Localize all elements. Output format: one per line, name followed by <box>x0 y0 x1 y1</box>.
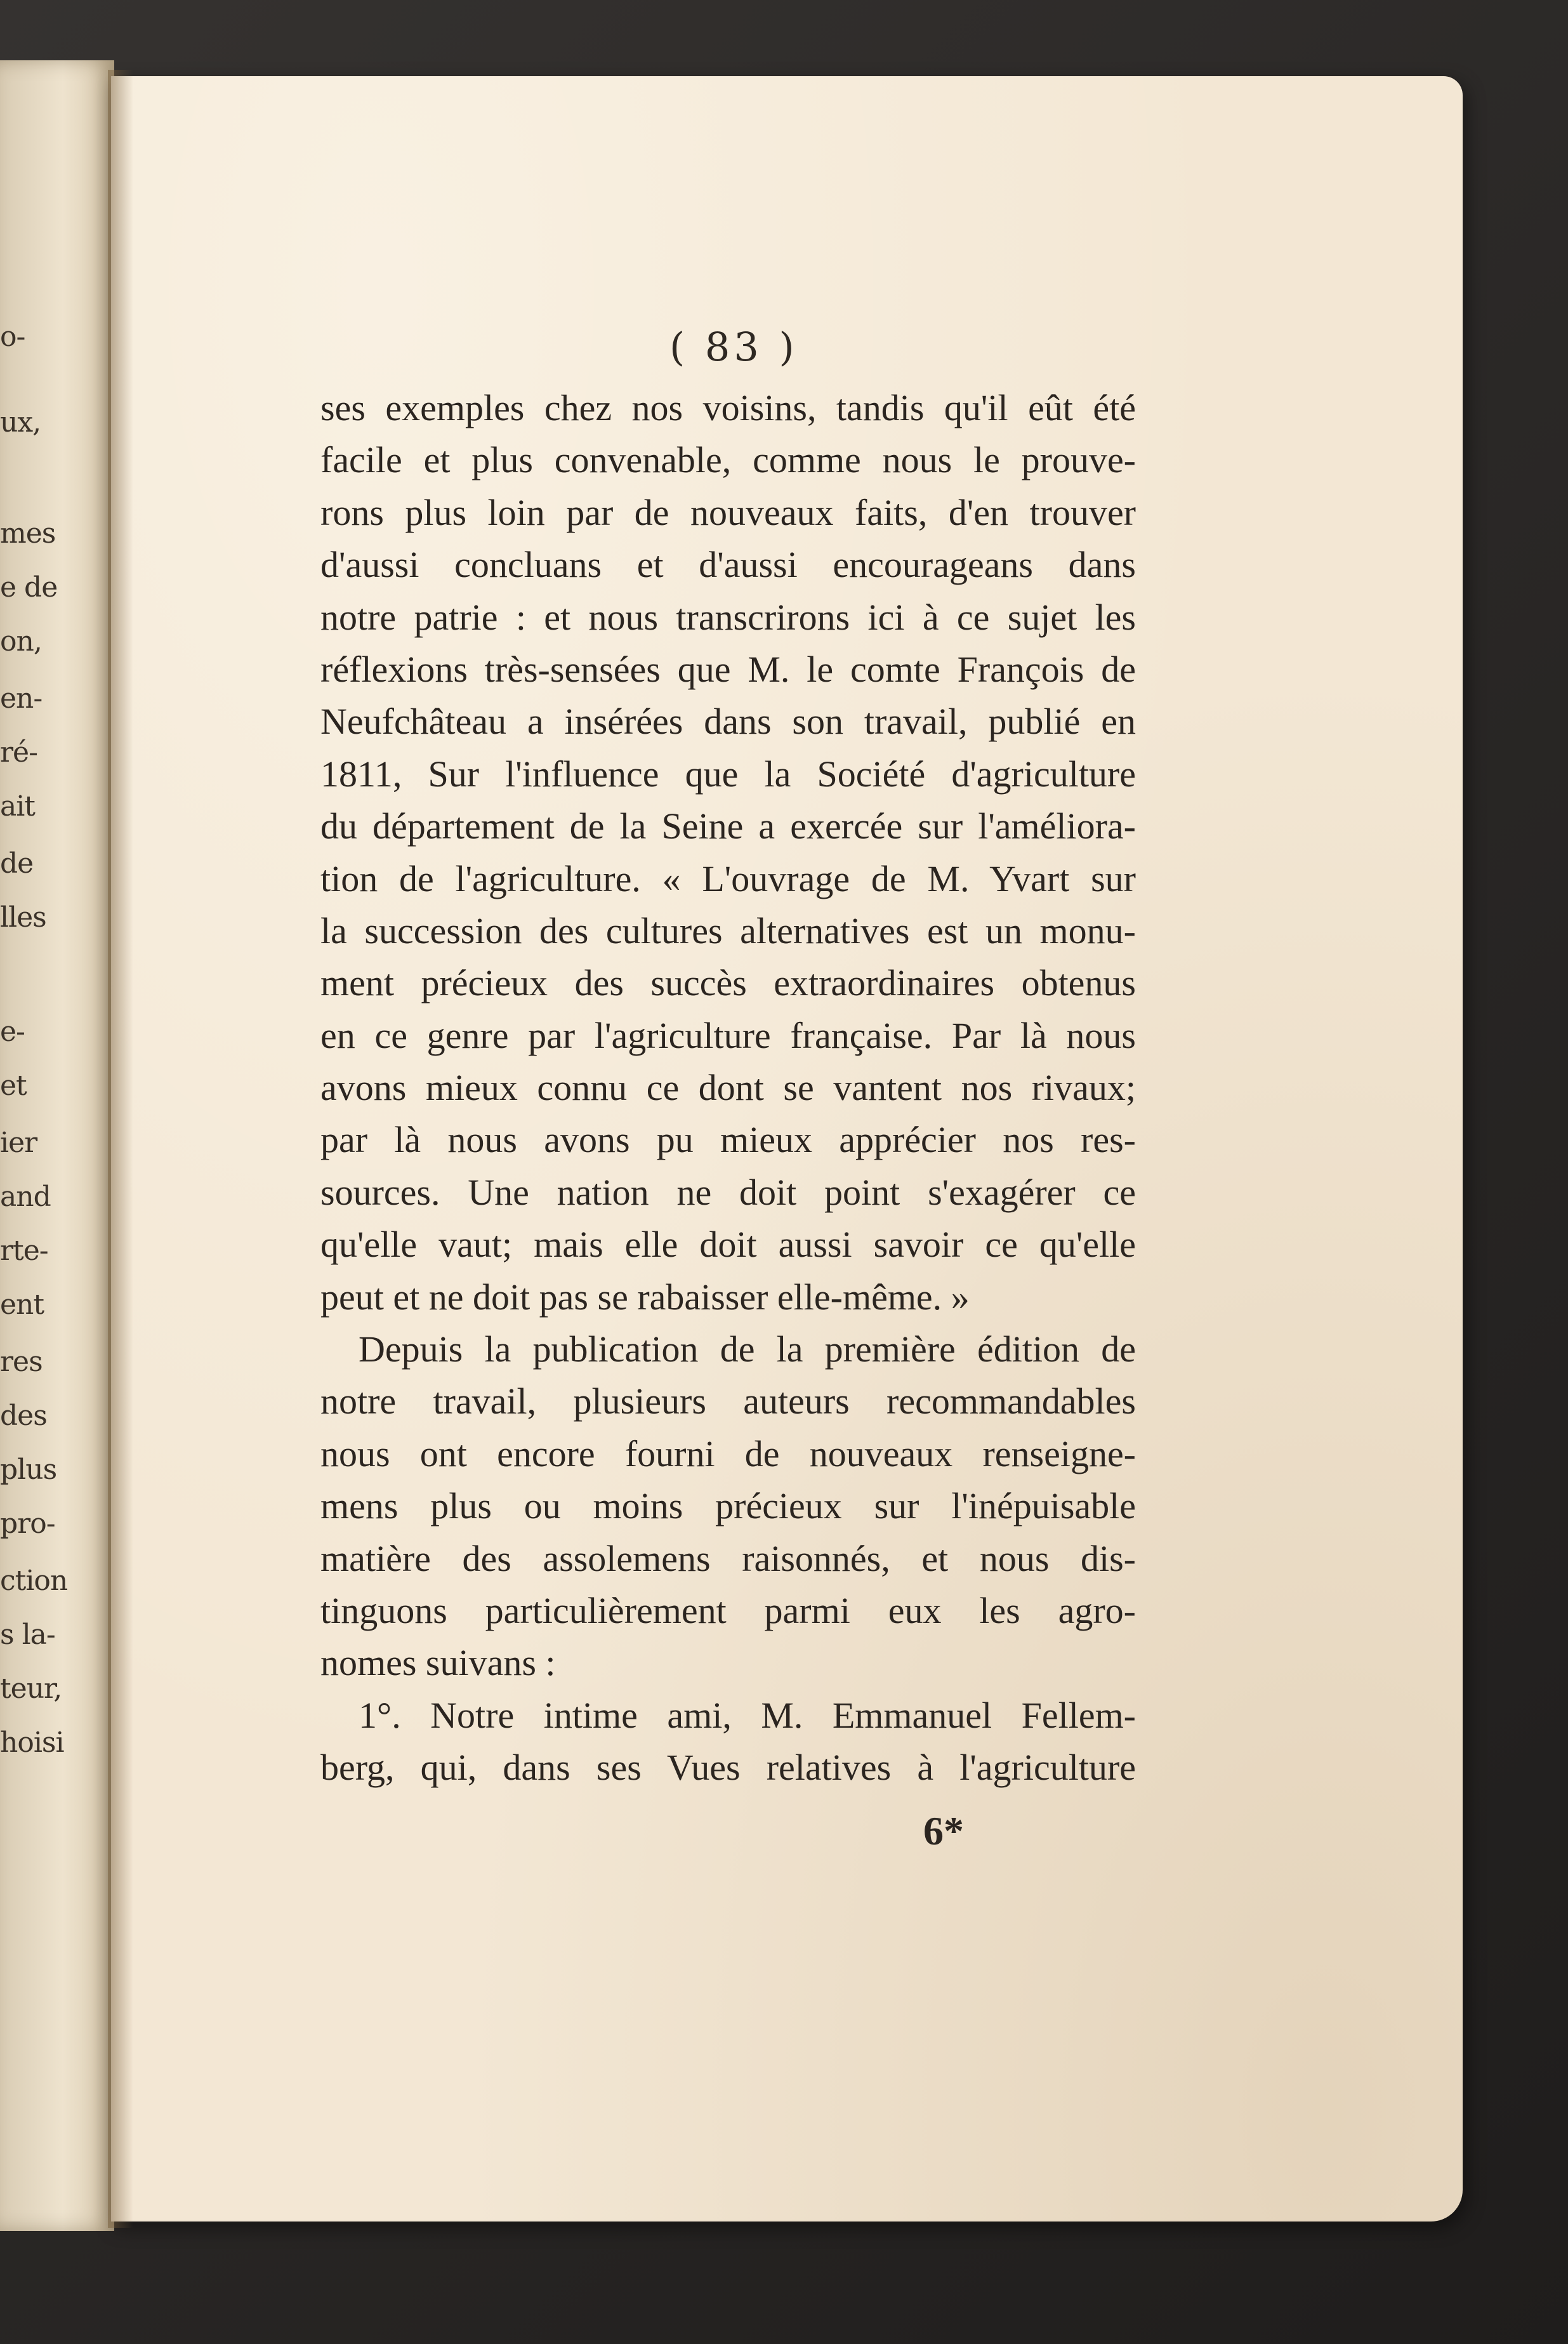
text-line: par là nous avons pu mieux apprécier nos res- <box>320 1119 1136 1161</box>
text-line: notre patrie : et nous transcrirons ici à ce sujet les <box>320 596 1136 638</box>
previous-page-text-fragment: e- <box>0 1016 25 1048</box>
text-line: sources. Une nation ne doit point s'exagérer ce <box>320 1171 1136 1213</box>
text-line: Depuis la publication de la première édition de <box>359 1328 1136 1370</box>
text-line: avons mieux connu ce dont se vantent nos rivaux; <box>320 1067 1136 1109</box>
text-line: rons plus loin par de nouveaux faits, d'en trouver <box>320 491 1136 533</box>
text-line: nous ont encore fourni de nouveaux renseigne- <box>320 1433 1136 1474</box>
text-line: berg, qui, dans ses Vues relatives à l'agriculture <box>320 1747 1136 1789</box>
text-line: 1°. Notre intime ami, M. Emmanuel Fellem- <box>359 1694 1136 1736</box>
text-line: en ce genre par l'agriculture française. Par là nous <box>320 1014 1136 1056</box>
previous-page-text-fragment: ent <box>0 1288 44 1321</box>
previous-page-text-fragment: ré- <box>0 736 37 769</box>
previous-page-text-fragment: et <box>0 1069 27 1102</box>
text-line: facile et plus convenable, comme nous le prouve- <box>320 439 1136 481</box>
previous-page-text-fragment: ction <box>0 1565 68 1597</box>
body-text <box>320 382 1136 1794</box>
previous-page-text-fragment: lles <box>0 901 46 934</box>
previous-page-text-fragment: de <box>0 847 34 880</box>
previous-page-text-fragment: des <box>0 1400 47 1432</box>
previous-page-text-fragment: teur, <box>0 1672 62 1705</box>
previous-page-text-fragment: rte- <box>0 1235 48 1267</box>
text-line: Neufchâteau a insérées dans son travail, publié en <box>320 701 1136 743</box>
previous-page-text-fragment: pro- <box>0 1507 55 1540</box>
page-gutter-shadow <box>108 70 133 2228</box>
previous-page-text-fragment: mes <box>0 517 56 550</box>
previous-page-text-fragment: en- <box>0 682 43 715</box>
previous-page-edge <box>0 60 114 2231</box>
text-line: tion de l'agriculture. « L'ouvrage de M. Yvart sur <box>320 857 1136 899</box>
text-line: la succession des cultures alternatives est un monu- <box>320 910 1136 951</box>
text-line: mens plus ou moins précieux sur l'inépuisable <box>320 1485 1136 1527</box>
text-line: notre travail, plusieurs auteurs recommandables <box>320 1381 1136 1422</box>
text-line: d'aussi concluans et d'aussi encourageans dans <box>320 544 1136 586</box>
text-line: du département de la Seine a exercée sur l'améliora- <box>320 805 1136 847</box>
previous-page-text-fragment: and <box>0 1181 51 1213</box>
previous-page-text-fragment: ait <box>0 790 35 823</box>
text-line: nomes suivans : <box>320 1642 556 1684</box>
text-line: tinguons particulièrement parmi eux les agro- <box>320 1589 1136 1631</box>
previous-page-text-fragment: ier <box>0 1127 37 1159</box>
previous-page-text-fragment: ux, <box>0 406 41 439</box>
previous-page-text-fragment: o- <box>0 321 25 353</box>
previous-page-text-fragment: on, <box>0 625 42 658</box>
previous-page-text-fragment: plus <box>0 1453 57 1486</box>
previous-page-text-fragment: res <box>0 1346 43 1378</box>
previous-page-text-fragment: s la- <box>0 1619 55 1651</box>
text-line: matière des assolemens raisonnés, et nous dis- <box>320 1537 1136 1579</box>
text-line: réflexions très-sensées que M. le comte François de <box>320 648 1136 690</box>
page-number: ( 83 ) <box>669 324 798 370</box>
previous-page-text-fragment: hoisi <box>0 1726 64 1759</box>
signature-mark: 6* <box>923 1808 964 1853</box>
text-line: peut et ne doit pas se rabaisser elle-même. » <box>320 1276 970 1318</box>
text-line: ment précieux des succès extraordinaires obtenus <box>320 962 1136 1004</box>
text-line: qu'elle vaut; mais elle doit aussi savoir ce qu'elle <box>320 1224 1136 1266</box>
previous-page-text-fragment: e de <box>0 571 58 604</box>
text-line: ses exemples chez nos voisins, tandis qu'il eût été <box>320 387 1136 428</box>
text-line: 1811, Sur l'influence que la Société d'agriculture <box>320 753 1136 795</box>
